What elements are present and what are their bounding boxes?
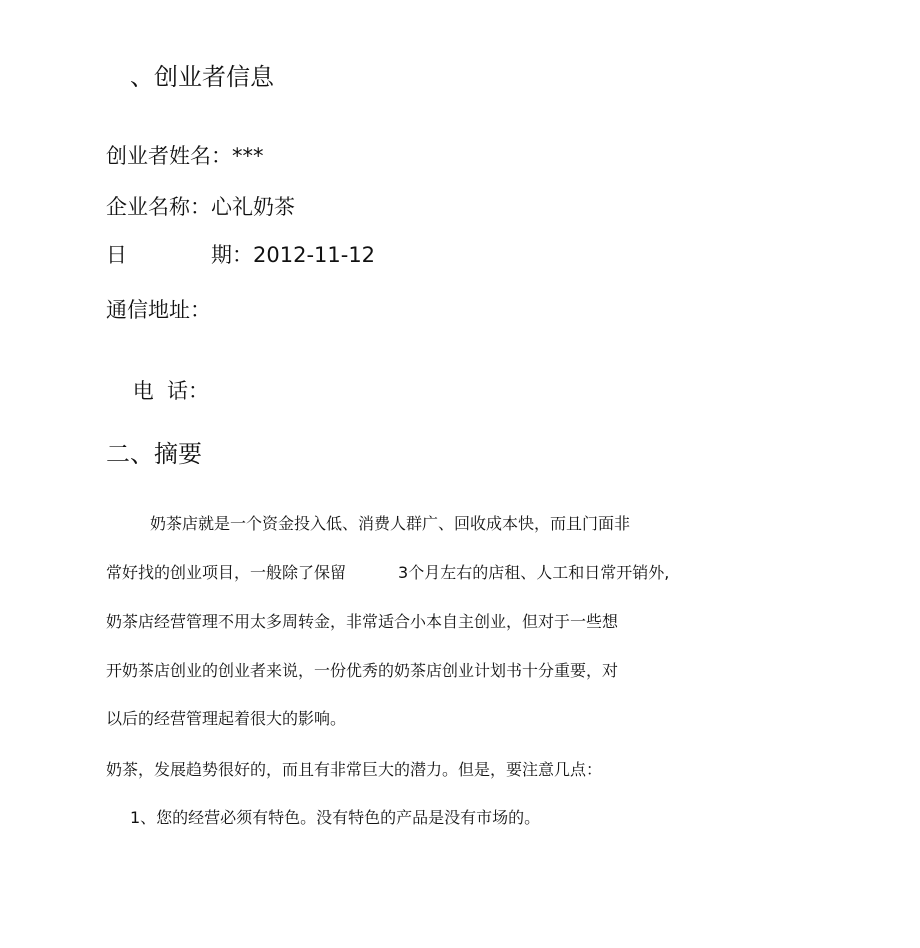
summary-line-2 [106, 562, 669, 584]
section-heading-summary: 二、摘要 [106, 440, 202, 468]
summary-line-1: 奶茶店就是一个资金投入低、消费人群广、回收成本快，而且门面非 [150, 514, 631, 533]
company-name-row [106, 193, 295, 221]
summary-line-4: 开奶茶店创业的创业者来说，一份优秀的奶茶店创业计划书十分重要，对 [106, 661, 619, 680]
phone-label: 电 话： [132, 379, 210, 403]
summary-line-2a: 常好找的创业项目，一般除了保留 [106, 563, 347, 582]
company-name-label: 企业名称： [106, 195, 211, 219]
summary-line-6: 奶茶，发展趋势很好的，而且有非常巨大的潜力。但是，要注意几点： [106, 760, 603, 779]
address-label: 通信地址： [106, 298, 211, 322]
summary-line-3: 奶茶店经营管理不用太多周转金，非常适合小本自主创业，但对于一些想 [106, 612, 619, 631]
address-row [106, 296, 211, 324]
date-value: 2012-11-12 [253, 243, 376, 267]
founder-name-label: 创业者姓名： [106, 144, 232, 168]
summary-point-1: 1、您的经营必须有特色。没有特色的产品是没有市场的。 [130, 808, 541, 827]
summary-line-5: 以后的经营管理起着很大的影响。 [106, 709, 347, 728]
date-row [106, 241, 375, 269]
date-label-right: 期： [211, 243, 253, 267]
founder-name-row [106, 142, 264, 170]
phone-row [106, 349, 209, 433]
founder-name-value: *** [232, 144, 264, 168]
summary-line-2b: 3个月左右的店租、人工和日常开销外, [398, 563, 670, 582]
company-name-value: 心礼奶茶 [211, 195, 295, 219]
date-label-left: 日 [106, 243, 127, 267]
section-heading-founder-info: 、创业者信息 [130, 63, 274, 91]
